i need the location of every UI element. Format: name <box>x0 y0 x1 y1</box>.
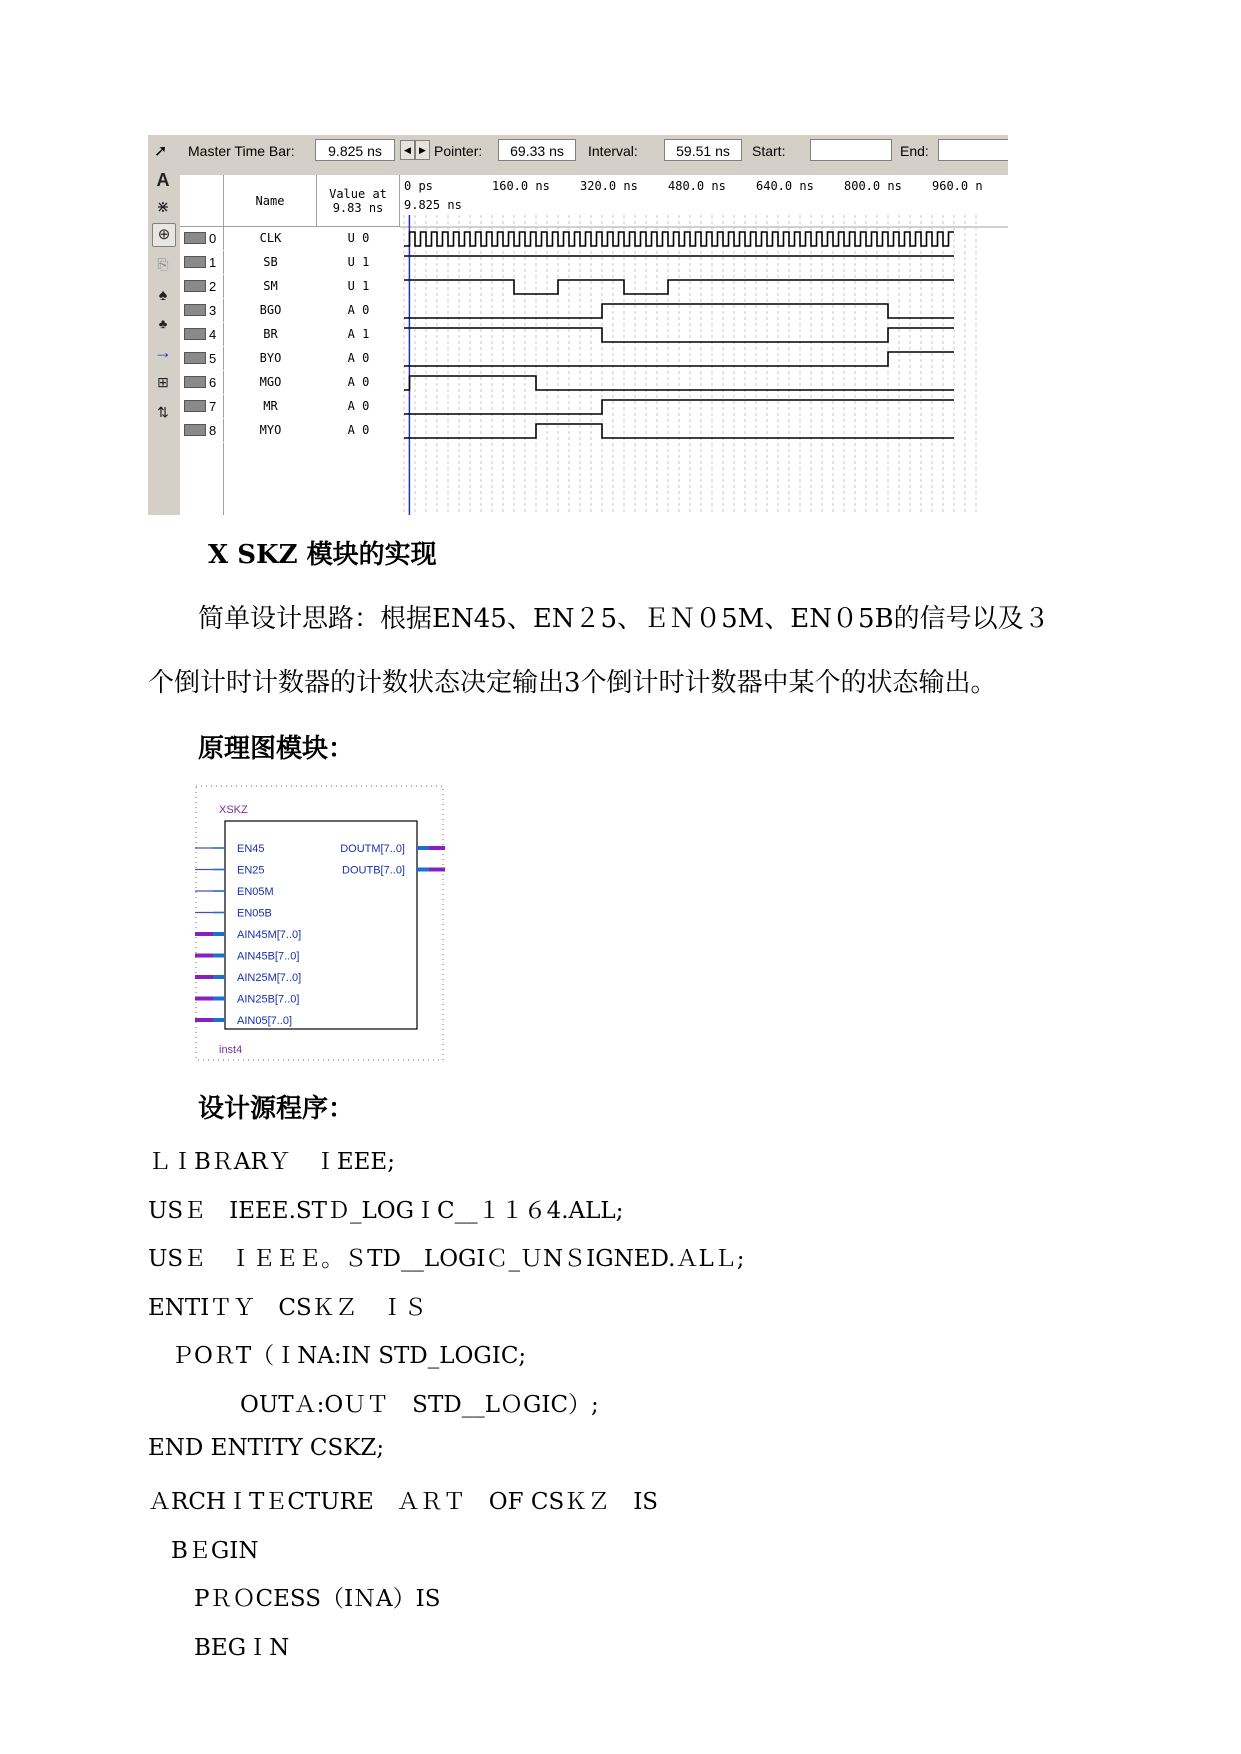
end-label: End: <box>900 143 929 159</box>
cursor-time-label: 9.825 ns <box>404 198 462 212</box>
master-time-bar-field[interactable]: 9.825 ns <box>315 139 395 161</box>
waveform-svg <box>400 175 1008 515</box>
signal-index: 4 <box>209 327 217 342</box>
code-line: ENTIＴＹ CSＫＺ ＩＳ <box>148 1294 427 1321</box>
empty-icon-col <box>180 443 224 515</box>
signal-name: MYO <box>259 423 282 437</box>
waveform-editing-icon[interactable]: ⋇ <box>156 199 170 216</box>
signal-value: A 1 <box>347 327 370 341</box>
signal-index: 8 <box>209 423 217 438</box>
wave-clk <box>404 232 954 246</box>
time-tick-label: 480.0 ns <box>668 179 726 193</box>
signal-name: MR <box>263 399 278 413</box>
pointer-field[interactable]: 69.33 ns <box>498 139 576 161</box>
input-pin-label: AIN25B[7..0] <box>237 993 300 1006</box>
header-value-line1: Value at <box>329 187 387 201</box>
signal-name: CLK <box>259 231 282 245</box>
signal-index-cell <box>180 419 224 442</box>
code-line: BEGＩN <box>148 1635 290 1661</box>
interval-field[interactable]: 59.51 ns <box>664 139 742 161</box>
signal-index: 5 <box>209 351 217 366</box>
code-line: ＰOＲT（ＩNA:IN STD_LOGIC; <box>148 1343 527 1370</box>
signal-index: 0 <box>209 231 217 246</box>
output-pin-icon <box>184 424 206 436</box>
signal-index: 2 <box>209 279 217 294</box>
output-pin-icon <box>184 328 206 340</box>
code-line: END ENTITY CSKZ; <box>148 1434 385 1461</box>
signal-index-cell <box>180 251 224 274</box>
input-pin-label: EN45 <box>237 843 265 855</box>
signal-row[interactable] <box>180 419 400 443</box>
code-line: USＥ IEEE.STＤ_LOGＩC__１１６4.ALL; <box>148 1197 624 1224</box>
side-toolbar <box>148 167 178 515</box>
signal-index-cell <box>180 395 224 418</box>
input-pin-icon <box>184 232 206 244</box>
header-value <box>317 175 400 227</box>
start-label: Start: <box>752 143 786 159</box>
signal-row[interactable] <box>180 299 400 323</box>
interval-label: Interval: <box>588 143 638 159</box>
input-pin-label: AIN25M[7..0] <box>237 972 302 984</box>
signal-index-cell <box>180 371 224 394</box>
input-pin-label: EN05B <box>237 907 272 920</box>
signal-index: 6 <box>209 375 217 390</box>
signal-index: 7 <box>209 399 217 414</box>
output-pin-icon <box>184 304 206 316</box>
output-pin-label: DOUTB[7..0] <box>342 864 405 877</box>
para-design-idea-line2: 个倒计时计数器的计数状态决定输出3个倒计时计数器中某个的状态输出。 <box>148 668 997 698</box>
signal-value: A 0 <box>347 423 370 437</box>
signal-row[interactable] <box>180 275 400 299</box>
signal-name: SB <box>263 255 278 269</box>
code-line: ＬＩBＲARＹ ＩEEE; <box>148 1149 395 1175</box>
heading-xskz: X SKZ 模块的实现 <box>208 540 437 570</box>
header-value-line2: 9.83 ns <box>332 201 384 215</box>
waveform-simulator <box>148 135 1008 515</box>
end-field[interactable] <box>938 139 1008 161</box>
signal-row[interactable] <box>180 371 400 395</box>
schematic-block <box>195 785 445 1063</box>
signal-name: BGO <box>259 303 282 317</box>
time-tick-label: 960.0 n <box>932 179 983 193</box>
master-time-bar-label: Master Time Bar: <box>188 143 295 159</box>
para-design-idea-line1: 简单设计思路：根据EN45、EN２5、ＥＮ０5M、EN０5B的信号以及３ <box>198 604 1050 634</box>
header-icon-col <box>180 175 224 227</box>
signal-value: U 0 <box>347 231 370 245</box>
signal-name: SM <box>263 279 278 293</box>
pointer-label: Pointer: <box>434 143 483 159</box>
find-icon[interactable]: ♠ <box>158 287 168 304</box>
signal-value: U 1 <box>347 255 370 269</box>
signal-index-cell <box>180 275 224 298</box>
time-tick-label: 640.0 ns <box>756 179 814 193</box>
input-pin-label: AIN05[7..0] <box>237 1015 293 1027</box>
input-pin-label: EN25 <box>237 864 265 877</box>
output-pin-icon <box>184 376 206 388</box>
signal-name: BYO <box>259 351 282 365</box>
code-line: BＥGIN <box>148 1537 259 1564</box>
output-pin-icon <box>184 400 206 412</box>
arrow-right-icon[interactable]: ▶ <box>415 140 430 160</box>
input-pin-icon <box>184 256 206 268</box>
code-line: PＲＯCESS（IＮA）IS <box>148 1586 441 1613</box>
signal-row[interactable] <box>180 323 400 347</box>
insert-arrow-icon[interactable]: → <box>154 342 172 362</box>
time-bar-toolbar <box>148 135 1008 167</box>
signal-index-cell <box>180 299 224 322</box>
signal-name: BR <box>263 327 278 341</box>
code-line: ＡRCHＩTＥCTURE ＡＲＴ OF CSＫＺ IS <box>148 1489 659 1516</box>
signal-index-cell <box>180 227 224 250</box>
time-tick-label: 800.0 ns <box>844 179 902 193</box>
schematic-svg <box>195 785 445 1063</box>
signal-value: U 1 <box>347 279 370 293</box>
signal-index: 3 <box>209 303 217 318</box>
heading-source: 设计源程序： <box>198 1094 355 1124</box>
signal-value: A 0 <box>347 399 370 413</box>
signal-row[interactable] <box>180 347 400 371</box>
signal-value: A 0 <box>347 375 370 389</box>
signal-index: 1 <box>209 255 217 270</box>
heading-schematic: 原理图模块： <box>198 734 355 764</box>
block-name: XSKZ <box>219 804 248 816</box>
find-next-icon[interactable]: ♣ <box>158 316 168 331</box>
copy-icon[interactable]: ⎘ <box>157 256 169 272</box>
code-line: OUTＡ:OＵＴ STD__LＯGIC）; <box>148 1392 599 1418</box>
signal-value: A 0 <box>347 351 370 365</box>
input-pin-icon <box>184 280 206 292</box>
instance-name: inst4 <box>219 1044 243 1056</box>
output-pin-label: DOUTM[7..0] <box>340 843 405 855</box>
code-line: USＥ ＩＥＥＥ。ＳTD__LOGIＣ_ＵNＳIGNED.ＡLＬ; <box>148 1246 745 1273</box>
signal-index-cell <box>180 323 224 346</box>
text-tool-icon[interactable]: A <box>156 170 170 190</box>
time-tick-label: 160.0 ns <box>492 179 550 193</box>
zoom-icon[interactable]: ⊕ <box>152 223 176 247</box>
signal-row[interactable] <box>180 251 400 275</box>
time-tick-label: 0 ps <box>404 179 433 193</box>
signal-row[interactable] <box>180 395 400 419</box>
input-pin-label: AIN45B[7..0] <box>237 950 300 963</box>
sort-icon[interactable]: ⇅ <box>157 404 169 420</box>
time-tick-label: 320.0 ns <box>580 179 638 193</box>
time-bar-arrows <box>400 140 430 160</box>
arrow-left-icon[interactable]: ◀ <box>400 140 415 160</box>
signal-table <box>180 175 400 515</box>
signal-row[interactable] <box>180 227 400 251</box>
signal-value: A 0 <box>347 303 370 317</box>
start-field[interactable] <box>810 139 892 161</box>
waveform-panel <box>400 175 1008 515</box>
signal-index-cell <box>180 347 224 370</box>
output-pin-icon <box>184 352 206 364</box>
pointer-tool-icon[interactable]: ➚ <box>154 143 168 160</box>
input-pin-label: EN05M <box>237 886 274 898</box>
header-name: Name <box>224 175 317 227</box>
input-pin-label: AIN45M[7..0] <box>237 929 302 941</box>
group-icon[interactable]: ⊞ <box>157 374 169 390</box>
signal-name: MGO <box>259 375 282 389</box>
